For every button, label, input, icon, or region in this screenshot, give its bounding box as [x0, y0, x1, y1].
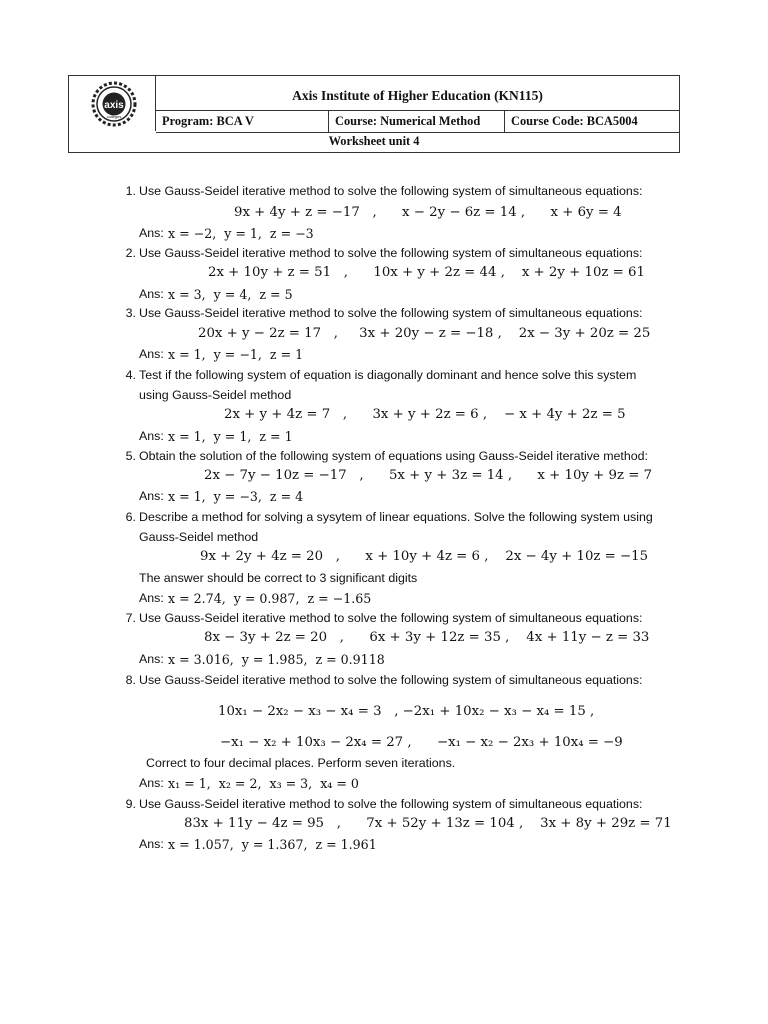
question-text: Gauss-Seidel method — [139, 530, 259, 544]
logo-subtext: colleges — [106, 114, 122, 119]
answer-label: Ans: — [139, 347, 164, 361]
answer-value: x = 2.74, y = 0.987, z = −1.65 — [168, 591, 372, 606]
answer-value: x = 1, y = −3, z = 4 — [168, 489, 304, 504]
question-text: Use Gauss-Seidel iterative method to solve the following system of simultaneous equations: — [139, 611, 643, 625]
answer-value: x₁ = 1, x₂ = 2, x₃ = 3, x₄ = 0 — [168, 776, 359, 791]
question-number: 3. — [125, 306, 136, 320]
answer-value: x = 3, y = 4, z = 5 — [168, 287, 293, 302]
question-text: Use Gauss-Seidel iterative method to solve the following system of simultaneous equations: — [139, 246, 643, 260]
answer-label: Ans: — [139, 776, 164, 790]
answer-label: Ans: — [139, 591, 164, 605]
worksheet-title: Worksheet unit 4 — [328, 134, 420, 148]
answer-value: x = 1, y = −1, z = 1 — [168, 347, 304, 362]
equation-line: 10x₁ − 2x₂ − x₃ − x₄ = 3 , −2x₁ + 10x₂ − x₃ − x₄ = 15 , — [218, 704, 595, 719]
answer-label: Ans: — [139, 489, 164, 503]
question-text: Use Gauss-Seidel iterative method to solve the following system of simultaneous equations: — [139, 673, 643, 687]
answer-value: x = 1, y = 1, z = 1 — [168, 429, 293, 444]
equation-line: 2x + 10y + z = 51 , 10x + y + 2z = 44 , x + 2y + 10z = 61 — [208, 265, 645, 280]
question-number: 6. — [125, 510, 136, 524]
question-text: using Gauss-Seidel method — [139, 388, 292, 402]
equation-line: 20x + y − 2z = 17 , 3x + 20y − z = −18 , 2x − 3y + 20z = 25 — [198, 326, 651, 341]
question-number: 9. — [125, 797, 136, 811]
question-text: Use Gauss-Seidel iterative method to solve the following system of simultaneous equations: — [139, 184, 643, 198]
question-number: 2. — [125, 246, 136, 260]
answer-value: x = 3.016, y = 1.985, z = 0.9118 — [168, 652, 385, 667]
question-number: 8. — [125, 673, 136, 687]
answer-label: Ans: — [139, 652, 164, 666]
equation-line: 2x − 7y − 10z = −17 , 5x + y + 3z = 14 , x + 10y + 9z = 7 — [204, 468, 653, 483]
question-text: Describe a method for solving a sysytem of linear equations. Solve the following system using — [139, 510, 653, 524]
answer-label: Ans: — [139, 287, 164, 301]
equation-line: 2x + y + 4z = 7 , 3x + y + 2z = 6 , − x + 4y + 2z = 5 — [224, 407, 626, 422]
question-number: 1. — [125, 184, 136, 198]
answer-label: Ans: — [139, 837, 164, 851]
answer-label: Ans: — [139, 429, 164, 443]
question-text: Test if the following system of equation is diagonally dominant and hence solve this system — [139, 368, 637, 382]
program-cell: Program: BCA V — [156, 111, 329, 132]
equation-line: 9x + 4y + z = −17 , x − 2y − 6z = 14 , x + 6y = 4 — [234, 205, 622, 220]
equation-line: 8x − 3y + 2z = 20 , 6x + 3y + 12z = 35 , 4x + 11y − z = 33 — [204, 630, 650, 645]
answer-value: x = 1.057, y = 1.367, z = 1.961 — [168, 837, 377, 852]
question-text: Use Gauss-Seidel iterative method to solve the following system of simultaneous equations: — [139, 306, 643, 320]
question-note: Correct to four decimal places. Perform seven iterations. — [146, 756, 456, 770]
equation-line: 9x + 2y + 4z = 20 , x + 10y + 4z = 6 , 2x − 4y + 10z = −15 — [200, 549, 649, 564]
document-header — [68, 75, 680, 153]
answer-label: Ans: — [139, 226, 164, 240]
logo-text: axis — [104, 100, 124, 111]
course-cell: Course: Numerical Method — [329, 111, 505, 132]
question-number: 7. — [125, 611, 136, 625]
question-note: The answer should be correct to 3 significant digits — [139, 571, 418, 585]
institute-title: Axis Institute of Higher Education (KN115) — [292, 88, 543, 103]
question-text: Use Gauss-Seidel iterative method to solve the following system of simultaneous equations: — [139, 797, 643, 811]
question-number: 5. — [125, 449, 136, 463]
answer-value: x = −2, y = 1, z = −3 — [168, 226, 314, 241]
question-text: Obtain the solution of the following system of equations using Gauss-Seidel iterative method: — [139, 449, 648, 463]
course-code-cell: Course Code: BCA5004 — [511, 114, 638, 128]
course-info-row — [156, 110, 679, 133]
equation-line: −x₁ − x₂ + 10x₃ − 2x₄ = 27 , −x₁ − x₂ − 2x₃ + 10x₄ = −9 — [220, 735, 623, 750]
question-number: 4. — [125, 368, 136, 382]
axis-logo-icon — [91, 81, 137, 127]
equation-line: 83x + 11y − 4z = 95 , 7x + 52y + 13z = 104 , 3x + 8y + 29z = 71 — [184, 816, 672, 831]
logo-cell — [69, 76, 156, 131]
